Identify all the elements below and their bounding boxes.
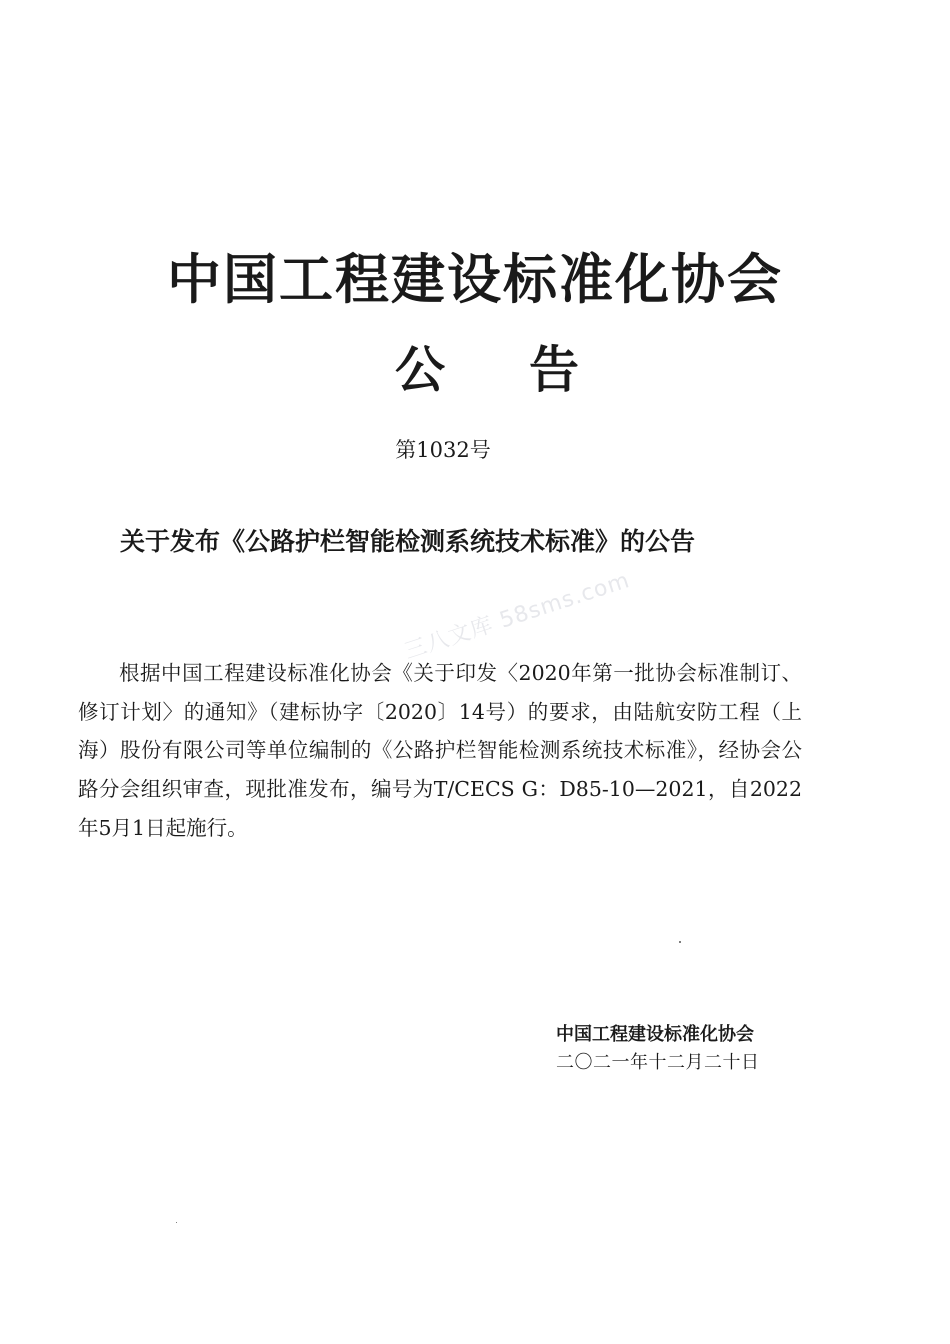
scan-speck	[679, 941, 681, 943]
organization-title: 中国工程建设标准化协会	[167, 248, 783, 311]
scan-speck	[176, 1222, 177, 1223]
signature-date: 二〇二一年十二月二十日	[556, 1052, 760, 1073]
announcement-heading: 关于发布《公路护栏智能检测系统技术标准》的公告	[120, 527, 696, 556]
announcement-body: 根据中国工程建设标准化协会《关于印发〈2020年第一批协会标准制订、修订计划〉的通知》（建标协字〔2020〕14号）的要求，由陆航安防工程（上海）股份有限公司等单位编制的《公路护栏智能检测系统技术标准》，经协会公路分会组织审查，现批准发布，编号为T/CECS G：D85-10—2021，自2022年5月1日起施行。	[78, 661, 802, 840]
notice-label: 公告	[395, 341, 663, 399]
watermark-text: 三八文库 58sms.com	[401, 568, 634, 665]
notice-number: 第1032号	[395, 438, 491, 462]
signature-organization: 中国工程建设标准化协会	[556, 1024, 754, 1045]
